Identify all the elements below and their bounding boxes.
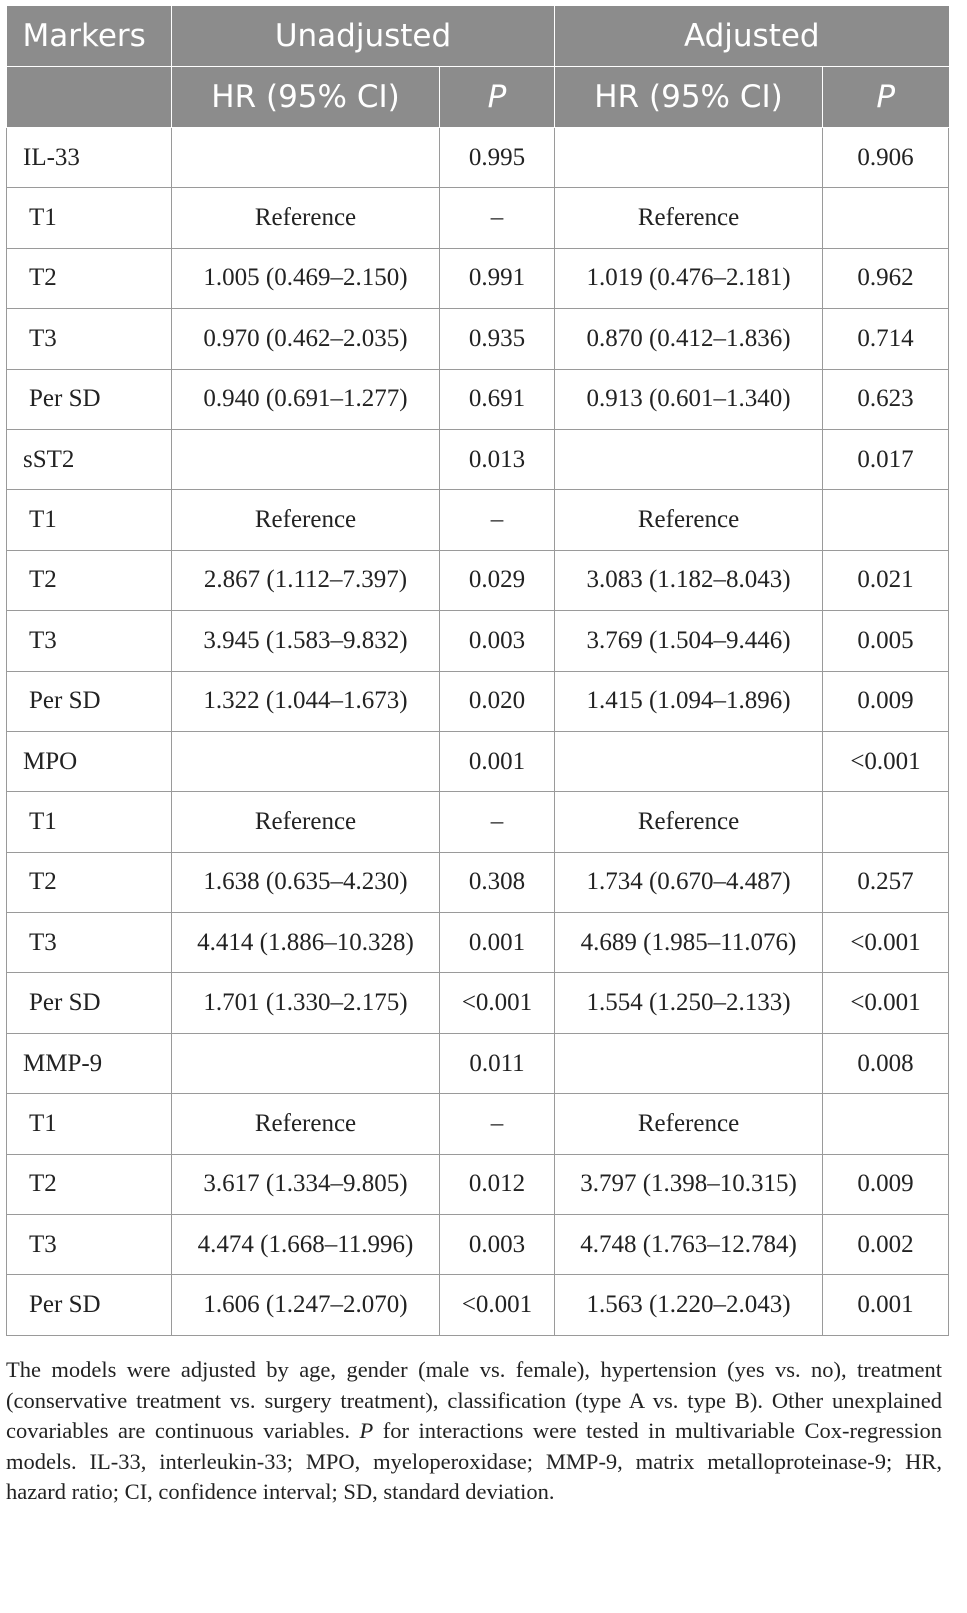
footnote-part1: The models were adjusted by age, gender (male vs. female), hypertension (yes vs. no), treatment (conservative treatment vs. surgery treatment), classification (type A vs. type B). Other unexplained covariables are continuous variables.: [6, 1357, 942, 1444]
unadjusted-hr-cell: 0.970 (0.462–2.035): [172, 309, 440, 369]
table-row: [7, 913, 949, 973]
adjusted-hr-cell: 3.083 (1.182–8.043): [555, 550, 823, 610]
header-row-1: [7, 6, 949, 67]
adjusted-p-cell: [823, 792, 949, 852]
row-label-cell: T2: [7, 248, 172, 308]
adjusted-p-cell: 0.017: [823, 429, 949, 489]
table-header: [7, 6, 949, 128]
unadjusted-p-cell: 0.308: [440, 852, 555, 912]
unadjusted-hr-cell: Reference: [172, 792, 440, 852]
adjusted-p-cell: 0.257: [823, 852, 949, 912]
footnote-part2: for interactions were tested in multivariable Cox-regression models. IL-33, interleukin-33; MPO, myeloperoxidase; MMP-9, matrix metalloproteinase-9; HR, hazard ratio; CI, confidence interval; SD, standard deviation.: [6, 1418, 942, 1505]
table-row: [7, 973, 949, 1033]
row-label-cell: T1: [7, 490, 172, 550]
row-label-cell: sST2: [7, 429, 172, 489]
table-row: [7, 309, 949, 369]
unadjusted-p-cell: 0.991: [440, 248, 555, 308]
table-row: [7, 188, 949, 248]
table-row: [7, 671, 949, 731]
adjusted-p-cell: [823, 188, 949, 248]
table-row: [7, 731, 949, 791]
table-row: [7, 1154, 949, 1214]
unadjusted-p-cell: 0.020: [440, 671, 555, 731]
row-label-cell: T3: [7, 309, 172, 369]
adjusted-p-cell: 0.714: [823, 309, 949, 369]
row-label-cell: T3: [7, 913, 172, 973]
table-row: [7, 1033, 949, 1093]
table-row: [7, 1215, 949, 1275]
table-row: [7, 852, 949, 912]
header-markers: Markers: [7, 6, 172, 67]
adjusted-hr-cell: [555, 1033, 823, 1093]
unadjusted-hr-cell: 3.945 (1.583–9.832): [172, 611, 440, 671]
header-blank: [7, 67, 172, 128]
header-row-2: [7, 67, 949, 128]
row-label-cell: Per SD: [7, 973, 172, 1033]
row-label-cell: T3: [7, 611, 172, 671]
adjusted-p-cell: [823, 490, 949, 550]
unadjusted-p-cell: 0.029: [440, 550, 555, 610]
table-row: [7, 128, 949, 188]
unadjusted-hr-cell: [172, 731, 440, 791]
unadjusted-p-cell: –: [440, 188, 555, 248]
adjusted-hr-cell: 0.913 (0.601–1.340): [555, 369, 823, 429]
unadjusted-hr-cell: 1.322 (1.044–1.673): [172, 671, 440, 731]
adjusted-hr-cell: 1.563 (1.220–2.043): [555, 1275, 823, 1335]
unadjusted-hr-cell: 4.414 (1.886–10.328): [172, 913, 440, 973]
row-label-cell: T1: [7, 1094, 172, 1154]
table-row: [7, 611, 949, 671]
row-label-cell: T1: [7, 188, 172, 248]
table-footnote: [6, 1355, 942, 1508]
unadjusted-p-cell: 0.003: [440, 611, 555, 671]
unadjusted-p-cell: 0.935: [440, 309, 555, 369]
unadjusted-hr-cell: 1.638 (0.635–4.230): [172, 852, 440, 912]
header-unadjusted: Unadjusted: [172, 6, 555, 67]
header-unadjusted-p: P: [440, 67, 555, 128]
adjusted-hr-cell: 1.734 (0.670–4.487): [555, 852, 823, 912]
row-label-cell: Per SD: [7, 671, 172, 731]
row-label-cell: MPO: [7, 731, 172, 791]
adjusted-p-cell: [823, 1094, 949, 1154]
unadjusted-p-cell: 0.003: [440, 1215, 555, 1275]
row-label-cell: IL-33: [7, 128, 172, 188]
table-row: [7, 490, 949, 550]
adjusted-hr-cell: 0.870 (0.412–1.836): [555, 309, 823, 369]
adjusted-hr-cell: 1.554 (1.250–2.133): [555, 973, 823, 1033]
table-row: [7, 248, 949, 308]
unadjusted-p-cell: <0.001: [440, 1275, 555, 1335]
table-row: [7, 429, 949, 489]
unadjusted-p-cell: 0.001: [440, 913, 555, 973]
adjusted-hr-cell: Reference: [555, 490, 823, 550]
adjusted-hr-cell: 4.689 (1.985–11.076): [555, 913, 823, 973]
row-label-cell: Per SD: [7, 1275, 172, 1335]
row-label-cell: T2: [7, 1154, 172, 1214]
adjusted-hr-cell: 4.748 (1.763–12.784): [555, 1215, 823, 1275]
adjusted-hr-cell: [555, 128, 823, 188]
unadjusted-p-cell: 0.001: [440, 731, 555, 791]
unadjusted-p-cell: –: [440, 792, 555, 852]
unadjusted-hr-cell: 1.701 (1.330–2.175): [172, 973, 440, 1033]
unadjusted-p-cell: –: [440, 1094, 555, 1154]
adjusted-p-cell: 0.009: [823, 1154, 949, 1214]
row-label-cell: T1: [7, 792, 172, 852]
adjusted-hr-cell: Reference: [555, 1094, 823, 1154]
header-adjusted: Adjusted: [555, 6, 949, 67]
row-label-cell: T3: [7, 1215, 172, 1275]
row-label-cell: MMP-9: [7, 1033, 172, 1093]
results-table-container: [6, 6, 948, 1336]
adjusted-p-cell: 0.005: [823, 611, 949, 671]
adjusted-p-cell: 0.009: [823, 671, 949, 731]
unadjusted-hr-cell: [172, 128, 440, 188]
adjusted-p-cell: 0.001: [823, 1275, 949, 1335]
unadjusted-p-cell: 0.995: [440, 128, 555, 188]
adjusted-p-cell: 0.623: [823, 369, 949, 429]
unadjusted-p-cell: <0.001: [440, 973, 555, 1033]
unadjusted-hr-cell: Reference: [172, 188, 440, 248]
adjusted-hr-cell: 3.769 (1.504–9.446): [555, 611, 823, 671]
adjusted-p-cell: <0.001: [823, 731, 949, 791]
table-row: [7, 1094, 949, 1154]
unadjusted-p-cell: 0.013: [440, 429, 555, 489]
unadjusted-hr-cell: 4.474 (1.668–11.996): [172, 1215, 440, 1275]
adjusted-hr-cell: Reference: [555, 188, 823, 248]
unadjusted-p-cell: –: [440, 490, 555, 550]
table-row: [7, 1275, 949, 1335]
adjusted-hr-cell: 3.797 (1.398–10.315): [555, 1154, 823, 1214]
adjusted-p-cell: <0.001: [823, 973, 949, 1033]
table-row: [7, 792, 949, 852]
unadjusted-p-cell: 0.011: [440, 1033, 555, 1093]
unadjusted-hr-cell: [172, 1033, 440, 1093]
table-row: [7, 369, 949, 429]
adjusted-p-cell: 0.008: [823, 1033, 949, 1093]
adjusted-hr-cell: 1.019 (0.476–2.181): [555, 248, 823, 308]
adjusted-p-cell: 0.002: [823, 1215, 949, 1275]
unadjusted-hr-cell: 1.005 (0.469–2.150): [172, 248, 440, 308]
adjusted-hr-cell: Reference: [555, 792, 823, 852]
unadjusted-hr-cell: Reference: [172, 1094, 440, 1154]
hazard-ratio-table: [6, 6, 949, 1336]
unadjusted-hr-cell: [172, 429, 440, 489]
header-adjusted-p: P: [823, 67, 949, 128]
adjusted-p-cell: 0.906: [823, 128, 949, 188]
header-adjusted-hr: HR (95% CI): [555, 67, 823, 128]
adjusted-p-cell: 0.962: [823, 248, 949, 308]
footnote-p-symbol: P: [359, 1418, 374, 1444]
unadjusted-p-cell: 0.012: [440, 1154, 555, 1214]
row-label-cell: Per SD: [7, 369, 172, 429]
adjusted-p-cell: <0.001: [823, 913, 949, 973]
unadjusted-hr-cell: Reference: [172, 490, 440, 550]
adjusted-p-cell: 0.021: [823, 550, 949, 610]
unadjusted-hr-cell: 3.617 (1.334–9.805): [172, 1154, 440, 1214]
unadjusted-p-cell: 0.691: [440, 369, 555, 429]
adjusted-hr-cell: [555, 429, 823, 489]
row-label-cell: T2: [7, 550, 172, 610]
header-unadjusted-hr: HR (95% CI): [172, 67, 440, 128]
adjusted-hr-cell: 1.415 (1.094–1.896): [555, 671, 823, 731]
adjusted-hr-cell: [555, 731, 823, 791]
row-label-cell: T2: [7, 852, 172, 912]
table-row: [7, 550, 949, 610]
unadjusted-hr-cell: 1.606 (1.247–2.070): [172, 1275, 440, 1335]
unadjusted-hr-cell: 2.867 (1.112–7.397): [172, 550, 440, 610]
unadjusted-hr-cell: 0.940 (0.691–1.277): [172, 369, 440, 429]
table-body: [7, 128, 949, 1336]
